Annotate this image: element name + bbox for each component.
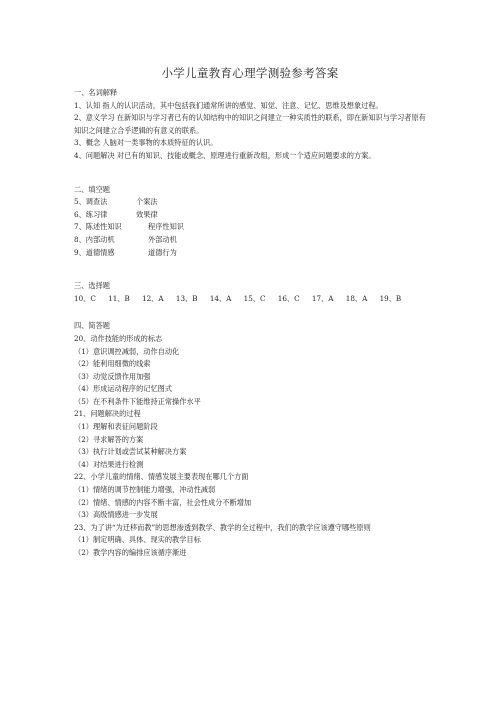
answer-b: 个案法 xyxy=(136,197,158,207)
section-heading: 一、名词解释 xyxy=(74,88,118,97)
answer-line: （2）情绪、情感的内容不断丰富，社会性成分不断增加 xyxy=(74,497,252,507)
document-title: 小学儿童教育心理学测验参考答案 xyxy=(161,66,339,80)
definition-item: 1、认知 指人的认识活动，其中包括我们通常所讲的感觉、知觉、注意、记忆、思维及想象过程。 xyxy=(74,100,383,110)
fill-blank-row xyxy=(74,234,426,247)
choice-answer: 10、C xyxy=(74,293,96,303)
definition-item: 3、概念 人脑对一类事物的本质特征的认识。 xyxy=(74,138,218,148)
section-heading: 四、简答题 xyxy=(74,321,110,331)
answer-b: 道德行为 xyxy=(148,247,177,257)
answer-line: （3）动觉反馈作用加强 xyxy=(74,371,151,381)
choice-answer: 15、C xyxy=(243,293,266,303)
question-text: 23、为了讲“为迁移而教”的思想渗透到教学、教学的全过程中，我们的教学应该遵守哪些原则 xyxy=(74,522,371,532)
answer-line: （5）在不利条件下能维持正常操作水平 xyxy=(74,396,201,406)
answer-line: （1）情绪的调节控制能力增强，冲动性减弱 xyxy=(74,485,216,495)
section-heading: 二、填空题 xyxy=(74,184,110,194)
choice-answer: 14、A xyxy=(209,293,232,303)
choice-answer: 19、B xyxy=(379,293,402,303)
answer-line: （3）高级情感进一步发展 xyxy=(74,510,158,520)
choice-answer: 12、A xyxy=(142,293,164,303)
document-page xyxy=(74,66,426,560)
answer-line: 20、动作技能的形成的标志 xyxy=(74,333,163,343)
answer-a: 7、陈述性知识 xyxy=(74,222,122,232)
answer-line: （1）理解和表征问题阶段 xyxy=(74,422,158,432)
definition-item: 2、意义学习 在新知识与学习者已有的认知结构中的知识之间建立一种实质性的联系，即在新知识与学习者原有知识之间建立合乎逻辑的有意义的联系。 xyxy=(74,113,426,135)
choice-answers-row xyxy=(74,293,426,306)
fill-blank-row xyxy=(74,247,426,260)
fill-blank-row xyxy=(74,196,426,209)
choice-answer: 17、A xyxy=(311,293,334,303)
choice-answer: 13、B xyxy=(175,293,198,303)
answer-b: 外部动机 xyxy=(148,234,177,244)
answer-line: （2）能利用细微的线索 xyxy=(74,359,151,369)
definition-item: 4、问题解决 对已有的知识、技能或概念、原理进行重新改组，形成一个适应问题要求的方案。 xyxy=(74,150,376,160)
answer-a: 5、调查法 xyxy=(74,197,108,207)
fill-blank-row xyxy=(74,221,426,234)
answer-line: 22、小学儿童的情绪、情感发展主要表现在哪几个方面 xyxy=(74,472,249,482)
answer-line: 21、问题解决的过程 xyxy=(74,409,141,419)
answer-line: （2）教学内容的编排应该循序渐进 xyxy=(74,548,187,557)
choice-answer: 16、C xyxy=(277,293,300,303)
answer-line: （2）寻求解答的方案 xyxy=(74,434,144,444)
answer-a: 6、练习律 xyxy=(74,209,108,219)
answer-a: 8、内部动机 xyxy=(74,234,115,244)
answer-line: （4）对结果进行检测 xyxy=(74,459,144,469)
answer-line: （4）形成运动程序的记忆图式 xyxy=(74,384,173,394)
answer-line: （3）执行计划或尝试某种解决方案 xyxy=(74,447,187,457)
fill-blank-row xyxy=(74,209,426,222)
choice-answer: 11、B xyxy=(108,293,130,303)
section-heading: 三、选择题 xyxy=(74,281,110,291)
answer-line: （1）制定明确、具体、现实的教学目标 xyxy=(74,535,201,545)
answer-b: 效果律 xyxy=(136,209,158,219)
answer-line: （1）意识调控减弱，动作自动化 xyxy=(74,346,180,356)
answer-b: 程序性知识 xyxy=(148,222,184,232)
choice-answer: 18、A xyxy=(345,293,368,303)
answer-a: 9、道德情感 xyxy=(74,247,115,257)
